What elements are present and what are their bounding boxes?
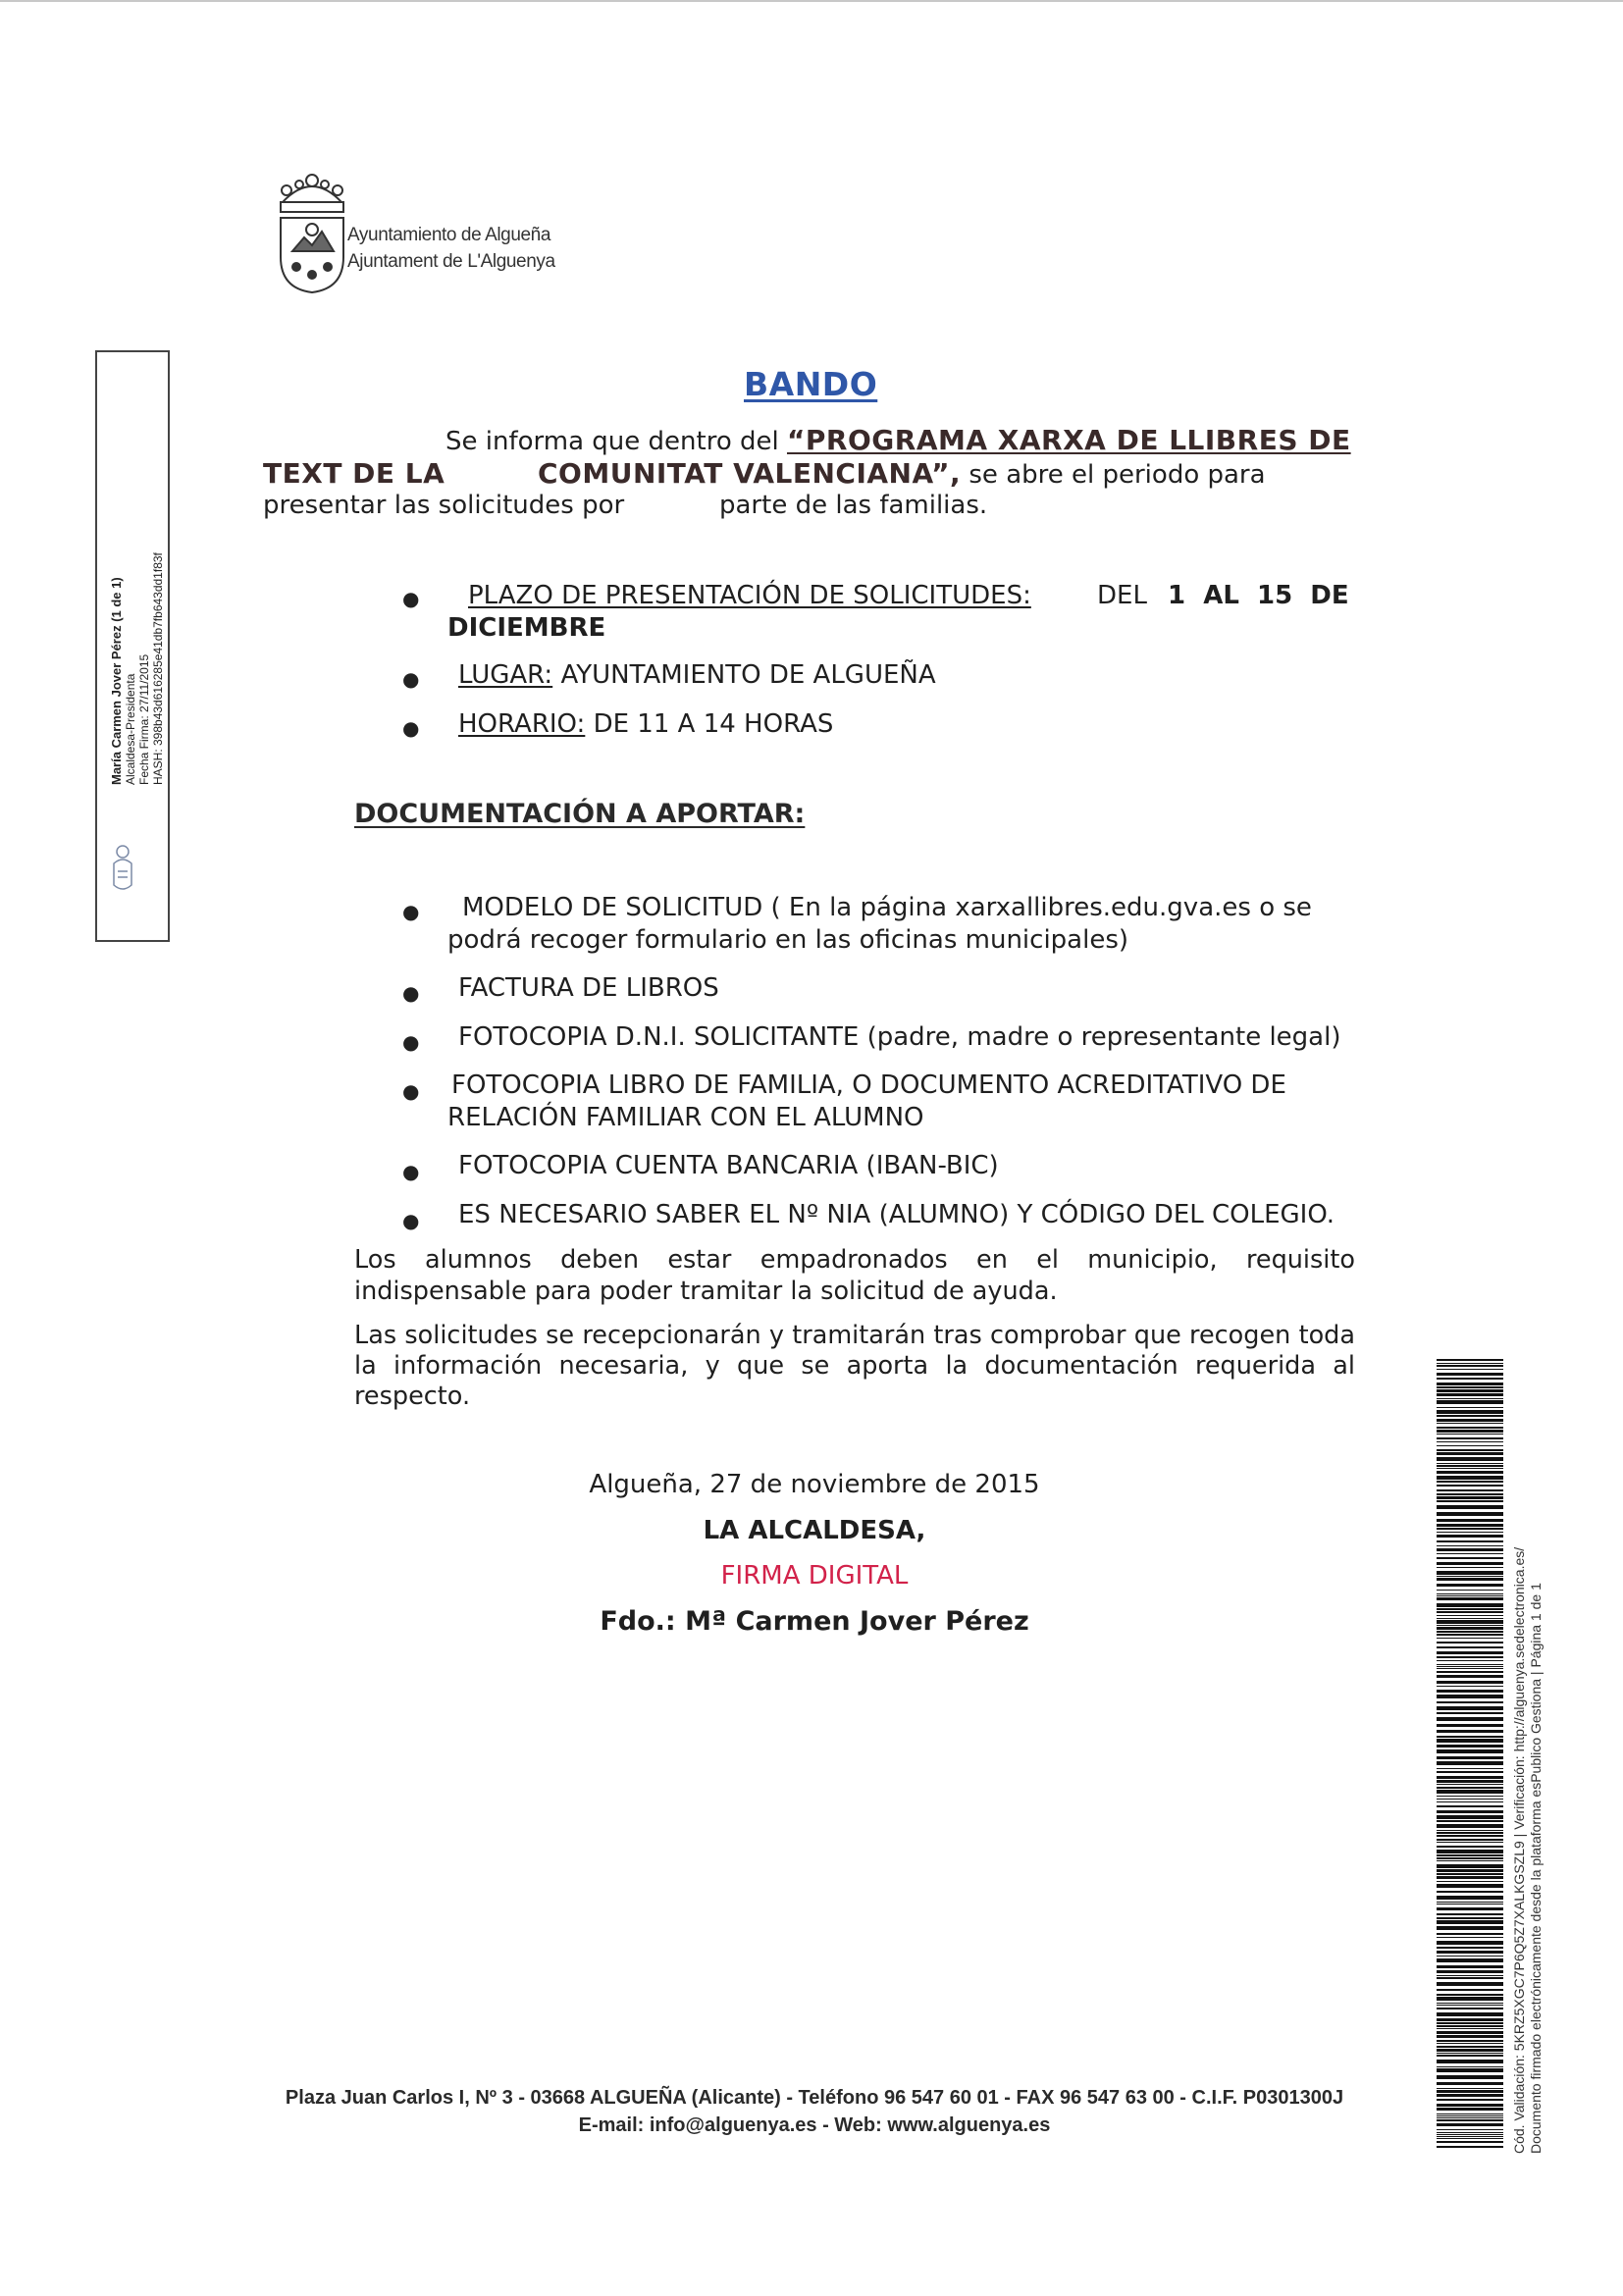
lugar-value: AYUNTAMIENTO DE ALGUEÑA bbox=[552, 660, 936, 690]
bullet-icon: ● bbox=[402, 587, 420, 610]
doc-item-4b: RELACIÓN FAMILIAR CON EL ALUMNO bbox=[447, 1103, 924, 1132]
barcode-bar bbox=[1437, 1611, 1503, 1613]
barcode-bar bbox=[1437, 1627, 1503, 1630]
bullet-icon: ● bbox=[402, 1209, 420, 1232]
barcode-bar bbox=[1437, 2146, 1503, 2148]
barcode-bar bbox=[1437, 1977, 1503, 1979]
barcode-bar bbox=[1437, 1423, 1503, 1424]
barcode-bar bbox=[1437, 1730, 1503, 1733]
intro-line-3a: presentar las solicitudes por bbox=[263, 491, 625, 520]
barcode-bar bbox=[1437, 1590, 1503, 1591]
bullet-icon: ● bbox=[402, 667, 420, 691]
program-name: “PROGRAMA XARXA DE LLIBRES DE bbox=[786, 424, 1351, 456]
barcode-bar bbox=[1437, 1907, 1503, 1910]
barcode-bar bbox=[1437, 1749, 1503, 1753]
program-name-2b: COMUNITAT VALENCIANA”, bbox=[538, 457, 962, 490]
barcode-bar bbox=[1437, 1736, 1503, 1738]
barcode-bar bbox=[1437, 1468, 1503, 1469]
barcode-bar bbox=[1437, 2123, 1503, 2126]
barcode-bar bbox=[1437, 1365, 1503, 1367]
barcode-bar bbox=[1437, 1846, 1503, 1848]
barcode-bar bbox=[1437, 1891, 1503, 1893]
barcode-bar bbox=[1437, 1584, 1503, 1587]
barcode-bar bbox=[1437, 1706, 1503, 1710]
barcode-bar bbox=[1437, 1975, 1503, 1976]
barcode-bar bbox=[1437, 1947, 1503, 1949]
barcode-bar bbox=[1437, 1768, 1503, 1769]
barcode-bar bbox=[1437, 1904, 1503, 1905]
barcode-bar bbox=[1437, 1631, 1503, 1633]
barcode-bar bbox=[1437, 1958, 1503, 1962]
barcode-bar bbox=[1437, 1419, 1503, 1422]
barcode-bar bbox=[1437, 1761, 1503, 1765]
barcode-bar bbox=[1437, 2136, 1503, 2137]
bullet-icon: ● bbox=[402, 981, 420, 1005]
barcode-bar bbox=[1437, 1634, 1503, 1636]
barcode-bar bbox=[1437, 1553, 1503, 1554]
barcode-bar bbox=[1437, 1489, 1503, 1491]
footer-address: Plaza Juan Carlos I, Nº 3 - 03668 ALGUEÑA (Alicante) - Teléfono 96 547 60 01 - FAX 96 547 63 00 - C.I.F. P0301300J bbox=[285, 2087, 1344, 2109]
horario-value: DE 11 A 14 HORAS bbox=[585, 709, 834, 739]
barcode-bar bbox=[1437, 1393, 1503, 1396]
barcode-bar bbox=[1437, 1373, 1503, 1376]
stamp-name: María Carmen Jover Pérez (1 de 1) bbox=[109, 577, 124, 785]
barcode-bar bbox=[1437, 2104, 1503, 2107]
barcode-bar bbox=[1437, 1415, 1503, 1417]
barcode-bar bbox=[1437, 1701, 1503, 1703]
barcode-bar bbox=[1437, 1476, 1503, 1480]
barcode-bar bbox=[1437, 1994, 1503, 1996]
barcode-bar bbox=[1437, 1519, 1503, 1522]
barcode-bar bbox=[1437, 1410, 1503, 1414]
barcode-bar bbox=[1437, 1686, 1503, 1687]
barcode-bar bbox=[1437, 1965, 1503, 1968]
barcode-bar bbox=[1437, 1441, 1503, 1442]
barcode-bar bbox=[1437, 1378, 1503, 1380]
barcode-bar bbox=[1437, 2008, 1503, 2009]
barcode-bar bbox=[1437, 1359, 1503, 1361]
barcode-bar bbox=[1437, 1597, 1503, 1600]
barcode-bar bbox=[1437, 1951, 1503, 1954]
bullet-icon: ● bbox=[402, 1079, 420, 1103]
barcode-bar bbox=[1437, 1449, 1503, 1451]
barcode-bar bbox=[1437, 1724, 1503, 1727]
intro-line-3b: parte de las familias. bbox=[719, 491, 988, 520]
barcode-bar bbox=[1437, 1642, 1503, 1644]
doc-item-5: FOTOCOPIA CUENTA BANCARIA (IBAN-BIC) bbox=[458, 1151, 999, 1180]
barcode-bar bbox=[1437, 2003, 1503, 2004]
barcode-bar bbox=[1437, 1664, 1503, 1665]
barcode-bar bbox=[1437, 1389, 1503, 1392]
barcode-bar bbox=[1437, 2075, 1503, 2079]
barcode-bar bbox=[1437, 1615, 1503, 1616]
barcode-bar bbox=[1437, 1902, 1503, 1903]
barcode-bar bbox=[1437, 1917, 1503, 1919]
barcode-bar bbox=[1437, 1528, 1503, 1530]
barcode-bar bbox=[1437, 1956, 1503, 1957]
lugar-label: LUGAR: bbox=[458, 660, 553, 690]
barcode-bar bbox=[1437, 1445, 1503, 1446]
barcode-bar bbox=[1437, 1465, 1503, 1467]
barcode-bar bbox=[1437, 1799, 1503, 1800]
barcode-bar bbox=[1437, 1857, 1503, 1859]
barcode-bar bbox=[1437, 2028, 1503, 2029]
barcode-bar bbox=[1437, 1493, 1503, 1495]
verification-text bbox=[1511, 1547, 1544, 2154]
barcode-bar bbox=[1437, 1820, 1503, 1822]
barcode-bar bbox=[1437, 1787, 1503, 1789]
barcode-bar bbox=[1437, 1717, 1503, 1721]
barcode-bar bbox=[1437, 1801, 1503, 1802]
plazo-value-2: DICIEMBRE bbox=[447, 613, 606, 643]
barcode-bar bbox=[1437, 2049, 1503, 2052]
stamp-hash: HASH: 398b43d616285e41db7fb643dd1f83f bbox=[151, 552, 165, 785]
barcode-bar bbox=[1437, 1571, 1503, 1575]
barcode-bar bbox=[1437, 1603, 1503, 1607]
barcode-bar bbox=[1437, 1835, 1503, 1837]
plazo-label: PLAZO DE PRESENTACIÓN DE SOLICITUDES: bbox=[468, 581, 1031, 610]
barcode-bar bbox=[1437, 1430, 1503, 1433]
barcode-bar bbox=[1437, 1452, 1503, 1455]
barcode-bar bbox=[1437, 2043, 1503, 2044]
barcode-bar bbox=[1437, 1363, 1503, 1364]
verification-line-1: Cód. Validación: 5KRZ5XGC7P6Q5Z7XALKGSZL9 | Verificación: http://alguenya.sedelectronica.es/ bbox=[1511, 1546, 1527, 2154]
plazo-value: 1 AL 15 DE bbox=[1168, 581, 1349, 610]
barcode-bar bbox=[1437, 2082, 1503, 2085]
barcode-bar bbox=[1437, 1776, 1503, 1779]
barcode-bar bbox=[1437, 2068, 1503, 2072]
bullet-icon: ● bbox=[402, 1160, 420, 1183]
horario-line bbox=[458, 708, 833, 741]
barcode-bar bbox=[1437, 1463, 1503, 1464]
bullet-icon: ● bbox=[402, 1030, 420, 1054]
doc-item-1b: podrá recoger formulario en las oficinas municipales) bbox=[447, 925, 1129, 955]
barcode-bar bbox=[1437, 1780, 1503, 1783]
barcode-bar bbox=[1437, 1471, 1503, 1474]
coat-of-arms-icon bbox=[273, 173, 351, 296]
doc-item-4a: FOTOCOPIA LIBRO DE FAMILIA, O DOCUMENTO ACREDITATIVO DE bbox=[451, 1070, 1286, 1100]
barcode-bar bbox=[1437, 2119, 1503, 2121]
barcode-bar bbox=[1437, 1982, 1503, 1986]
barcode-bar bbox=[1437, 1638, 1503, 1639]
barcode-bar bbox=[1437, 1656, 1503, 1658]
doc-item-2: FACTURA DE LIBROS bbox=[458, 973, 719, 1003]
barcode-bar bbox=[1437, 1671, 1503, 1673]
barcode-bar bbox=[1437, 1937, 1503, 1938]
intro-prefix: Se informa que dentro del bbox=[445, 427, 787, 456]
barcode-bar bbox=[1437, 2115, 1503, 2116]
program-name-2a: TEXT DE LA bbox=[263, 457, 445, 490]
barcode-bar bbox=[1437, 2022, 1503, 2024]
barcode-bar bbox=[1437, 1512, 1503, 1516]
barcode-bar bbox=[1437, 1500, 1503, 1502]
barcode-bar bbox=[1437, 1839, 1503, 1841]
barcode-bar bbox=[1437, 1578, 1503, 1581]
intro-line-2 bbox=[263, 457, 445, 492]
barcode-bar bbox=[1437, 1842, 1503, 1843]
barcode-bar bbox=[1437, 1881, 1503, 1882]
barcode-bar bbox=[1437, 1810, 1503, 1813]
barcode-bar bbox=[1437, 2134, 1503, 2135]
barcode-bar bbox=[1437, 1545, 1503, 1546]
barcode-bar bbox=[1437, 1884, 1503, 1888]
barcode-bar bbox=[1437, 1832, 1503, 1834]
barcode-bar bbox=[1437, 1567, 1503, 1568]
barcode-bar bbox=[1437, 1608, 1503, 1610]
barcode-bar bbox=[1437, 1593, 1503, 1594]
doc-item-1a: MODELO DE SOLICITUD ( En la página xarxallibres.edu.gva.es o se bbox=[462, 893, 1312, 922]
barcode-bar bbox=[1437, 2031, 1503, 2034]
barcode-bar bbox=[1437, 1532, 1503, 1533]
barcode-bar bbox=[1437, 1386, 1503, 1388]
barcode-bar bbox=[1437, 1850, 1503, 1853]
barcode-bar bbox=[1437, 1651, 1503, 1654]
barcode-bar bbox=[1437, 2090, 1503, 2093]
intro-line-2b bbox=[538, 457, 1266, 492]
barcode-bar bbox=[1437, 2005, 1503, 2006]
barcode-bar bbox=[1437, 1920, 1503, 1924]
lugar-line bbox=[458, 659, 936, 692]
barcode-bar bbox=[1437, 1745, 1503, 1748]
barcode-bar bbox=[1437, 1625, 1503, 1626]
header-line-2: Ajuntament de L'Alguenya bbox=[347, 251, 555, 272]
barcode-bar bbox=[1437, 2035, 1503, 2038]
barcode-bar bbox=[1437, 1860, 1503, 1861]
barcode-bar bbox=[1437, 2018, 1503, 2021]
barcode-bar bbox=[1437, 1997, 1503, 2001]
header-logo-text bbox=[347, 222, 555, 275]
barcode-bar bbox=[1437, 1690, 1503, 1693]
barcode-bar bbox=[1437, 1620, 1503, 1624]
barcode-bar bbox=[1437, 2138, 1503, 2139]
barcode-bar bbox=[1437, 1437, 1503, 1439]
plazo-line bbox=[468, 580, 1031, 612]
barcode-bar bbox=[1437, 1933, 1503, 1935]
barcode-bar bbox=[1437, 1739, 1503, 1743]
barcode-bar bbox=[1437, 1989, 1503, 1991]
barcode-bar bbox=[1437, 1400, 1503, 1404]
documentation-heading: DOCUMENTACIÓN A APORTAR: bbox=[354, 799, 806, 829]
barcode-bar bbox=[1437, 1756, 1503, 1759]
barcode-bar bbox=[1437, 1557, 1503, 1559]
barcode-bar bbox=[1437, 1796, 1503, 1797]
barcode-bar bbox=[1437, 1457, 1503, 1461]
barcode-bar bbox=[1437, 1646, 1503, 1648]
barcode-bar bbox=[1437, 2055, 1503, 2057]
plazo-del: DEL bbox=[1097, 581, 1147, 610]
barcode-bar bbox=[1437, 2053, 1503, 2054]
barcode-bar bbox=[1437, 1681, 1503, 1684]
bullet-icon: ● bbox=[402, 716, 420, 740]
paragraph-empadronados: Los alumnos deben estar empadronados en el municipio, requisito indispensable para poder tramitar la solicitud de ayuda. bbox=[354, 1245, 1355, 1306]
intro-line-1 bbox=[445, 424, 1351, 458]
barcode-bar bbox=[1437, 1712, 1503, 1714]
barcode-bar bbox=[1437, 1535, 1503, 1538]
barcode-bar bbox=[1437, 1660, 1503, 1661]
signatory-name: Fdo.: Mª Carmen Jover Pérez bbox=[600, 1606, 1029, 1637]
barcode-bar bbox=[1437, 1398, 1503, 1399]
signature-stamp-text bbox=[110, 471, 165, 785]
footer-contact: E-mail: info@alguenya.es - Web: www.alguenya.es bbox=[578, 2114, 1051, 2136]
doc-item-6: ES NECESARIO SABER EL Nº NIA (ALUMNO) Y CÓDIGO DEL COLEGIO. bbox=[458, 1200, 1335, 1229]
barcode-bar bbox=[1437, 2094, 1503, 2097]
barcode-bar bbox=[1437, 1562, 1503, 1565]
digital-signature-label: FIRMA DIGITAL bbox=[720, 1561, 909, 1591]
barcode-bar bbox=[1437, 1771, 1503, 1773]
barcode-bar bbox=[1437, 2060, 1503, 2063]
barcode-bar bbox=[1437, 1576, 1503, 1577]
barcode-bar bbox=[1437, 2108, 1503, 2111]
barcode-bar bbox=[1437, 1941, 1503, 1945]
footer bbox=[236, 2084, 1393, 2139]
barcode-bar bbox=[1437, 1854, 1503, 1856]
barcode-bar bbox=[1437, 1790, 1503, 1794]
barcode-bar bbox=[1437, 1864, 1503, 1868]
barcode-bar bbox=[1437, 2040, 1503, 2042]
barcode-bar bbox=[1437, 1675, 1503, 1678]
horario-label: HORARIO: bbox=[458, 709, 586, 739]
barcode-bar bbox=[1437, 2012, 1503, 2016]
barcode-bar bbox=[1437, 1913, 1503, 1915]
barcode-bar bbox=[1437, 1784, 1503, 1785]
place-date: Algueña, 27 de noviembre de 2015 bbox=[589, 1470, 1040, 1499]
bullet-icon: ● bbox=[402, 900, 420, 923]
barcode-bar bbox=[1437, 1824, 1503, 1828]
barcode-bar bbox=[1437, 1666, 1503, 1667]
stamp-date: Fecha Firma: 27/11/2015 bbox=[137, 653, 151, 785]
barcode-bar bbox=[1437, 2088, 1503, 2089]
barcode-bar bbox=[1437, 2099, 1503, 2101]
doc-item-3: FOTOCOPIA D.N.I. SOLICITANTE (padre, madre o representante legal) bbox=[458, 1022, 1341, 1052]
paragraph-solicitudes: Las solicitudes se recepcionarán y tramitarán tras comprobar que recogen toda la información necesaria, y que se aporta la documentación requerida al respecto. bbox=[354, 1321, 1355, 1411]
barcode-bar bbox=[1437, 1540, 1503, 1542]
barcode-bar bbox=[1437, 1876, 1503, 1879]
barcode-bar bbox=[1437, 1926, 1503, 1930]
barcode-bar bbox=[1437, 1548, 1503, 1551]
barcode-bar bbox=[1437, 2129, 1503, 2130]
barcode-bar bbox=[1437, 1830, 1503, 1831]
verification-line-2: Documento firmado electrónicamente desde la plataforma esPublico Gestiona | Página 1 de 1 bbox=[1528, 1583, 1544, 2154]
barcode-icon bbox=[1437, 1359, 1503, 2152]
barcode-bar bbox=[1437, 1896, 1503, 1900]
barcode-bar bbox=[1437, 1505, 1503, 1509]
stamp-role: Alcaldesa-Presidenta bbox=[124, 673, 137, 785]
barcode-bar bbox=[1437, 1496, 1503, 1499]
barcode-bar bbox=[1437, 1815, 1503, 1819]
barcode-bar bbox=[1437, 1481, 1503, 1483]
header-line-1: Ayuntamiento de Algueña bbox=[347, 225, 551, 245]
barcode-bar bbox=[1437, 1407, 1503, 1408]
barcode-bar bbox=[1437, 1427, 1503, 1429]
page-title: BANDO bbox=[744, 365, 878, 403]
barcode-bar bbox=[1437, 1668, 1503, 1669]
barcode-bar bbox=[1437, 1524, 1503, 1527]
barcode-bar bbox=[1437, 1383, 1503, 1385]
barcode-bar bbox=[1437, 2117, 1503, 2118]
barcode-bar bbox=[1437, 1595, 1503, 1596]
barcode-bar bbox=[1437, 1873, 1503, 1875]
barcode-bar bbox=[1437, 1970, 1503, 1973]
barcode-bar bbox=[1437, 1369, 1503, 1370]
barcode-bar bbox=[1437, 1695, 1503, 1698]
barcode-bar bbox=[1437, 1805, 1503, 1807]
signature-role: LA ALCALDESA, bbox=[703, 1516, 926, 1545]
barcode-bar bbox=[1437, 2132, 1503, 2133]
barcode-bar bbox=[1437, 2141, 1503, 2143]
barcode-bar bbox=[1437, 1485, 1503, 1487]
intro-suffix: se abre el periodo para bbox=[961, 460, 1266, 490]
barcode-bar bbox=[1437, 1869, 1503, 1872]
barcode-bar bbox=[1437, 2046, 1503, 2048]
barcode-bar bbox=[1437, 2113, 1503, 2114]
barcode-bar bbox=[1437, 1618, 1503, 1619]
barcode-bar bbox=[1437, 2025, 1503, 2027]
barcode-bar bbox=[1437, 2066, 1503, 2067]
stamp-seal-icon bbox=[108, 836, 137, 895]
scan-edge bbox=[0, 0, 1623, 2]
barcode-bar bbox=[1437, 1434, 1503, 1435]
